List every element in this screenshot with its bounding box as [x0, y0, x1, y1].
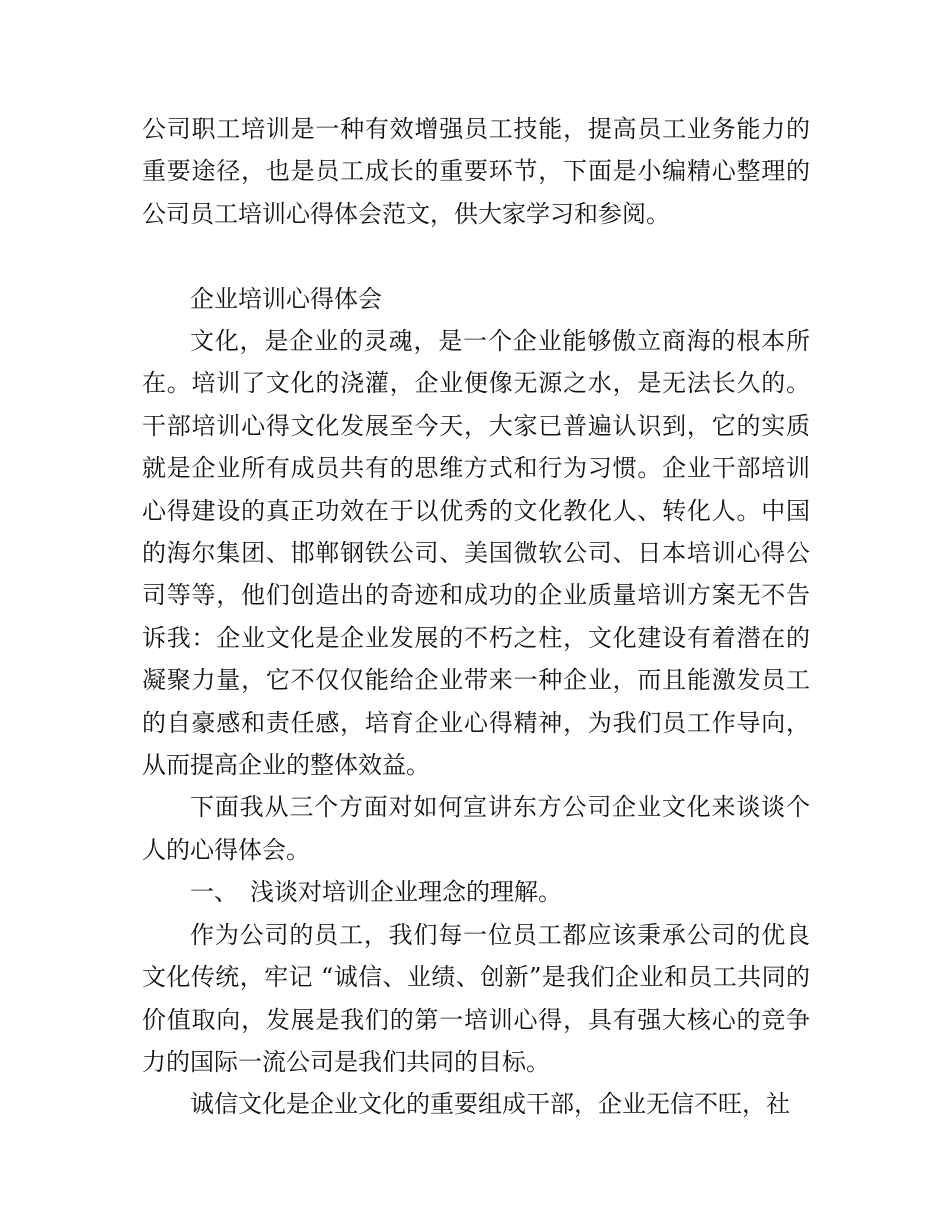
blank-line — [142, 235, 810, 277]
section-heading: 企业培训心得体会 — [190, 284, 382, 313]
body-paragraph: 诚信文化是企业文化的重要组成干部，企业无信不旺，社 — [190, 1090, 790, 1119]
body-paragraph: 作为公司的员工，我们每一位员工都应该秉承公司的优良文化传统，牢记 “诚信、业绩、创新”是我们企业和员工共同的价值取向，发展是我们的第一培训心得，具有强大核心的竞争力的国际一流公司是我们共同的目标。 — [142, 920, 810, 1076]
body-paragraph: 下面我从三个方面对如何宣讲东方公司企业文化来谈谈个人的心得体会。 — [142, 793, 810, 864]
body-paragraph: 文化，是企业的灵魂，是一个企业能够傲立商海的根本所在。培训了文化的浇灌，企业便像无源之水，是无法长久的。干部培训心得文化发展至今天，大家已普遍认识到，它的实质就是企业所有成员共有的思维方式和行为习惯。企业干部培训心得建设的真正功效在于以优秀的文化教化人、转化人。中国的海尔集团、邯郸钢铁公司、美国微软公司、日本培训心得公司等等，他们创造出的奇迹和成功的企业质量培训方案无不告诉我：企业文化是企业发展的不朽之柱，文化建设有着潜在的凝聚力量，它不仅仅能给企业带来一种企业，而且能激发员工的自豪感和责任感，培育企业心得精神，为我们员工作导向，从而提高企业的整体效益。 — [142, 327, 810, 780]
intro-paragraph: 公司职工培训是一种有效增强员工技能，提高员工业务能力的重要途径，也是员工成长的重要环节，下面是小编精心整理的公司员工培训心得体会范文，供大家学习和参阅。 — [142, 115, 810, 228]
document-page — [142, 108, 810, 1126]
subsection-heading: 一、 浅谈对培训企业理念的理解。 — [190, 878, 562, 907]
